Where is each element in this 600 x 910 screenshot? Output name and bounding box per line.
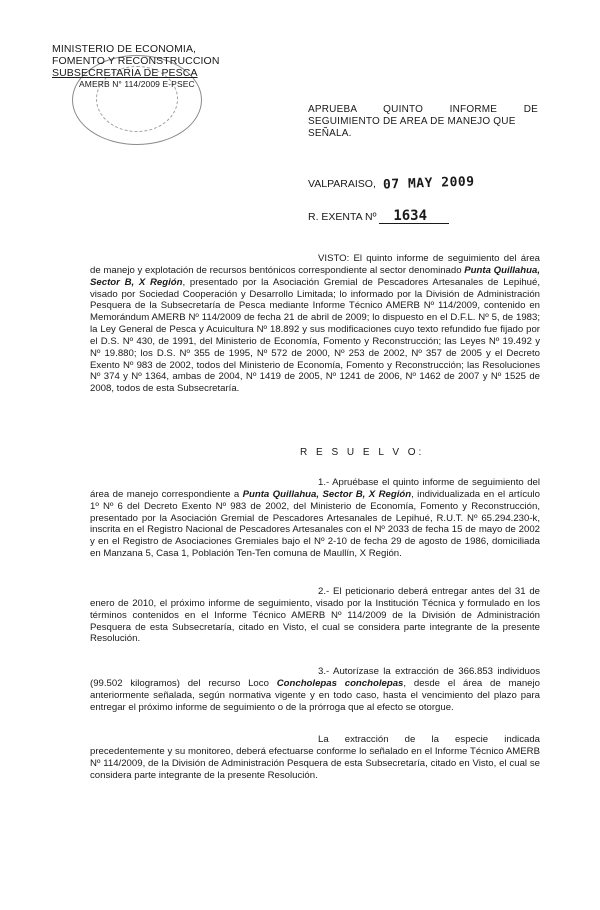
paragraph-3-species: Concholepas concholepas — [276, 677, 404, 689]
document-subject — [308, 104, 538, 140]
date-stamp: 07 MAY 2009 — [382, 174, 475, 193]
letterhead — [52, 43, 220, 89]
paragraph-2 — [90, 586, 540, 645]
paragraph-4-text: La extracción de la especie indicada precedentemente y su monitoreo, deberá efectuarse conforme lo señalado en el Informe Técnico AMERB Nº 114/2009, de la División de Administración Pesquera de esta Subsecretaría, citado en Visto, el cual se considera parte integrante de la presente Resolución. — [90, 734, 540, 781]
paragraph-1-text-1: 1.- Apruébase el quinto informe de seguimiento del área de manejo correspondiente a — [90, 477, 540, 500]
paragraph-4 — [90, 734, 540, 781]
paragraph-1 — [90, 477, 540, 560]
paragraph-3 — [90, 666, 540, 713]
letterhead-subsecretaria: SUBSECRETARIA DE PESCA — [52, 67, 198, 79]
subject-line-1: APRUEBA QUINTO INFORME DE — [308, 104, 538, 115]
place-city: VALPARAISO, — [308, 178, 376, 190]
paragraph-3-text-1: 3.- Autorízase la extracción de 366.853 individuos (99.502 kilogramos) del recurso Loco — [90, 666, 540, 689]
paragraph-1-text-2: , individualizada en el artículo 1º Nº 6 del Decreto Exento Nº 983 de 2002, del Ministerio de Economía, Fomento y Reconstrucción, presentado por la Asociación Gremial de Pescadores Artesanales de Lepihué, R.U.T. Nº 65.294.230-k, inscrita en el Registro Nacional de Pescadores Artesanales con el Nº 2033 de fecha 15 de mayo de 2002 y en el Registro de Asociaciones Gremiales bajo el Nº 2-10 de fecha 29 de agosto de 1986, domiciliada en Manzana 5, Casa 1, Población Ten-Ten comuna de Maullín, X Región. — [90, 488, 540, 560]
subject-line-3: SEÑALA. — [308, 128, 352, 139]
paragraph-3-text-2: , desde el área de manejo anteriormente señalada, según normativa vigente y en todo caso, hasta el vencimiento del plazo para entregar el próximo informe de seguimiento o de la prórroga que al efecto se otorgue. — [90, 677, 540, 713]
visto-text-1: El quinto informe de seguimiento del área de manejo y explotación de recursos bentónicos correspondiente al sector denominado — [90, 253, 540, 276]
visto-paragraph — [90, 253, 540, 395]
resolution-number-line — [308, 209, 449, 224]
paragraph-2-text: 2.- El peticionario deberá entregar antes del 31 de enero de 2010, el próximo informe de seguimiento, visado por la Institución Técnica y formulado en los términos contenidos en el Informe Técnico AMERB Nº 114/2009 de la División de Administración Pesquera de esta Subsecretaría, citado en Visto, el cual se considera parte integrante de la presente Resolución. — [90, 586, 540, 645]
letterhead-ministry: MINISTERIO DE ECONOMIA, — [52, 43, 197, 55]
paragraph-1-sector: Punta Quillahua, Sector B, X Región — [242, 488, 412, 500]
resolution-label: R. EXENTA Nº — [308, 211, 377, 223]
letterhead-ministry-line2: FOMENTO Y RECONSTRUCCION — [52, 55, 220, 67]
resolution-number: 1634 — [379, 209, 449, 224]
visto-sector: Punta Quillahua, Sector B, X Región — [90, 264, 540, 288]
letterhead-reference: AMERB N° 114/2009 E-PSEC — [79, 79, 195, 89]
visto-text-2: , presentado por la Asociación Gremial de Pescadores Artesanales de Lepihué, visado por Sociedad Cooperación y Desarrollo Limitada; lo informado por la División de Administración Pesquera de la Subsecretaría de Pesca mediante Informe Técnico AMERB Nº 114/2009, contenido en Memorándum AMERB Nº 114/2009 de fecha 21 de abril de 2009; lo dispuesto en el D.F.L. Nº 5, de 1983; la Ley General de Pesca y Acuicultura Nº 18.892 y sus modificaciones cuyo texto refundido fue fijado por el D.S. Nº 430, de 1991, del Ministerio de Economía, Fomento y Reconstrucción; las Leyes Nº 19.492 y Nº 19.880; los D.S. Nº 355 de 1995, Nº 572 de 2000, Nº 253 de 2002, Nº 357 de 2005 y el Decreto Exento Nº 983 de 2002, todos del Ministerio de Economía, Fomento y Reconstrucción; las Resoluciones Nº 374 y Nº 1364, ambas de 2004, Nº 1419 de 2005, Nº 1241 de 2006, Nº 1462 de 2007 y Nº 1525 de 2008, todos de esta Subsecretaría. — [90, 276, 540, 395]
place-and-date — [308, 176, 474, 191]
visto-lead: VISTO: — [318, 253, 350, 264]
subject-line-2: SEGUIMIENTO DE AREA DE MANEJO QUE — [308, 116, 516, 127]
resuelvo-heading: R E S U E L V O: — [300, 447, 425, 458]
